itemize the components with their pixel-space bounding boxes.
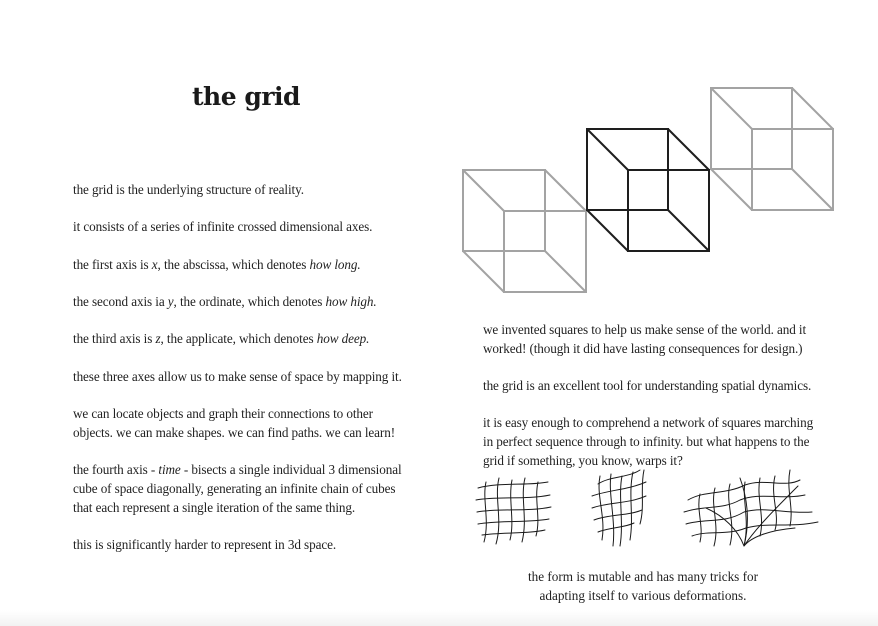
warped-grid-sketch-3: [684, 470, 818, 546]
page-edge-shadow: [0, 610, 878, 626]
left-paragraph-6: these three axes allow us to make sense of space by mapping it.: [73, 369, 402, 384]
page-title: the grid: [192, 82, 300, 111]
cube-faint-right: [711, 88, 833, 210]
left-paragraph-8: the fourth axis - time - bisects a single individual 3 dimensional cube of space diagonally, generating an infinite chain of cubes that each represent a single iteration of the same thing.: [73, 462, 402, 515]
left-paragraph-3: the first axis is x, the abscissa, which denotes how long.: [73, 257, 361, 272]
right-paragraph-1: we invented squares to help us make sense of the world. and it worked! (though it did have lasting consequences for design.): [483, 322, 807, 356]
left-paragraph-9: this is significantly harder to represent in 3d space.: [73, 537, 337, 552]
warped-grid-sketch-1: [476, 478, 551, 544]
warped-grid-sketch-2: [592, 470, 646, 546]
cube-dark-middle: [587, 129, 709, 251]
right-paragraph-2: the grid is an excellent tool for understanding spatial dynamics.: [483, 378, 812, 393]
figure-caption: the form is mutable and has many tricks for adapting itself to various deformations.: [528, 569, 758, 603]
left-paragraph-4: the second axis ia y, the ordinate, which denotes how high.: [73, 294, 377, 309]
left-paragraph-5: the third axis is z, the applicate, which denotes how deep.: [73, 331, 370, 346]
left-paragraph-2: it consists of a series of infinite crossed dimensional axes.: [73, 219, 373, 234]
left-paragraph-7: we can locate objects and graph their connections to other objects. we can make shapes. we can find paths. we can learn!: [73, 406, 395, 440]
cube-faint-left: [463, 170, 586, 292]
left-paragraph-1: the grid is the underlying structure of reality.: [73, 182, 304, 197]
right-paragraph-3: it is easy enough to comprehend a network of squares marching in perfect sequence through to infinity. but what happens to the grid if something, you know, warps it?: [483, 415, 814, 468]
